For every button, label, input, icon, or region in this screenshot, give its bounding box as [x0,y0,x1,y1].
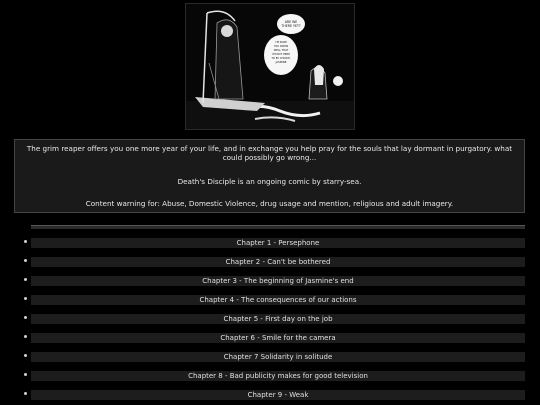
svg-text:WELL THAT: WELL THAT [273,49,289,52]
bullet-icon [24,297,27,300]
chapter-list-item [22,257,525,267]
chapter-list-item [22,333,525,343]
chapter-link-7[interactable]: Chapter 7 Solidarity in solitude [31,352,525,362]
bullet-icon [24,373,27,376]
svg-text:TO BY CHOICE,: TO BY CHOICE, [271,57,291,60]
speech-bubble-top: ARE WE [284,20,298,24]
bullet-icon [24,240,27,243]
chapter-link-1[interactable]: Chapter 1 - Persephone [31,238,525,248]
bullet-icon [24,259,27,262]
chapter-link-3[interactable]: Chapter 3 - The beginning of Jasmine's end [31,276,525,286]
chapter-list-item [22,371,525,381]
chapter-list-item [22,314,525,324]
svg-text:THERE YET?: THERE YET? [281,24,301,28]
chapter-list-item [22,295,525,305]
chapter-list-item [22,238,525,248]
chapter-list-item [22,352,525,362]
chapter-list-item [22,390,525,400]
author-line: Death's Disciple is an ongoing comic by starry-sea. [177,177,362,186]
comic-summary: The grim reaper offers you one more year of your life, and in exchange you help pray for the souls that lay dormant in purgatory. what could possibly go wrong... [26,144,513,162]
chapter-link-8[interactable]: Chapter 8 - Bad publicity makes for good television [31,371,525,381]
chapter-list-item [22,276,525,286]
bullet-icon [24,392,27,395]
bullet-icon [24,354,27,357]
svg-text:I'M NOT HERE: I'M NOT HERE [272,53,290,56]
bullet-icon [24,316,27,319]
chapter-link-2[interactable]: Chapter 2 - Can't be bothered [31,257,525,267]
speech-bubble-mid: I'M SURE [275,41,287,44]
svg-text:JASMINE: JASMINE [275,61,287,64]
bullet-icon [24,278,27,281]
content-warning: Content warning for: Abuse, Domestic Violence, drug usage and mention, religious and adult imagery. [85,199,454,208]
chapter-link-4[interactable]: Chapter 4 - The consequences of our actions [31,295,525,305]
bullet-icon [24,335,27,338]
chapter-link-5[interactable]: Chapter 5 - First day on the job [31,314,525,324]
svg-text:YOU KNOW: YOU KNOW [273,45,289,48]
chapter-link-9[interactable]: Chapter 9 - Weak [31,390,525,400]
comic-cover-image [185,3,355,130]
section-divider [31,225,525,229]
chapter-link-6[interactable]: Chapter 6 - Smile for the camera [31,333,525,343]
description-panel [14,139,525,213]
